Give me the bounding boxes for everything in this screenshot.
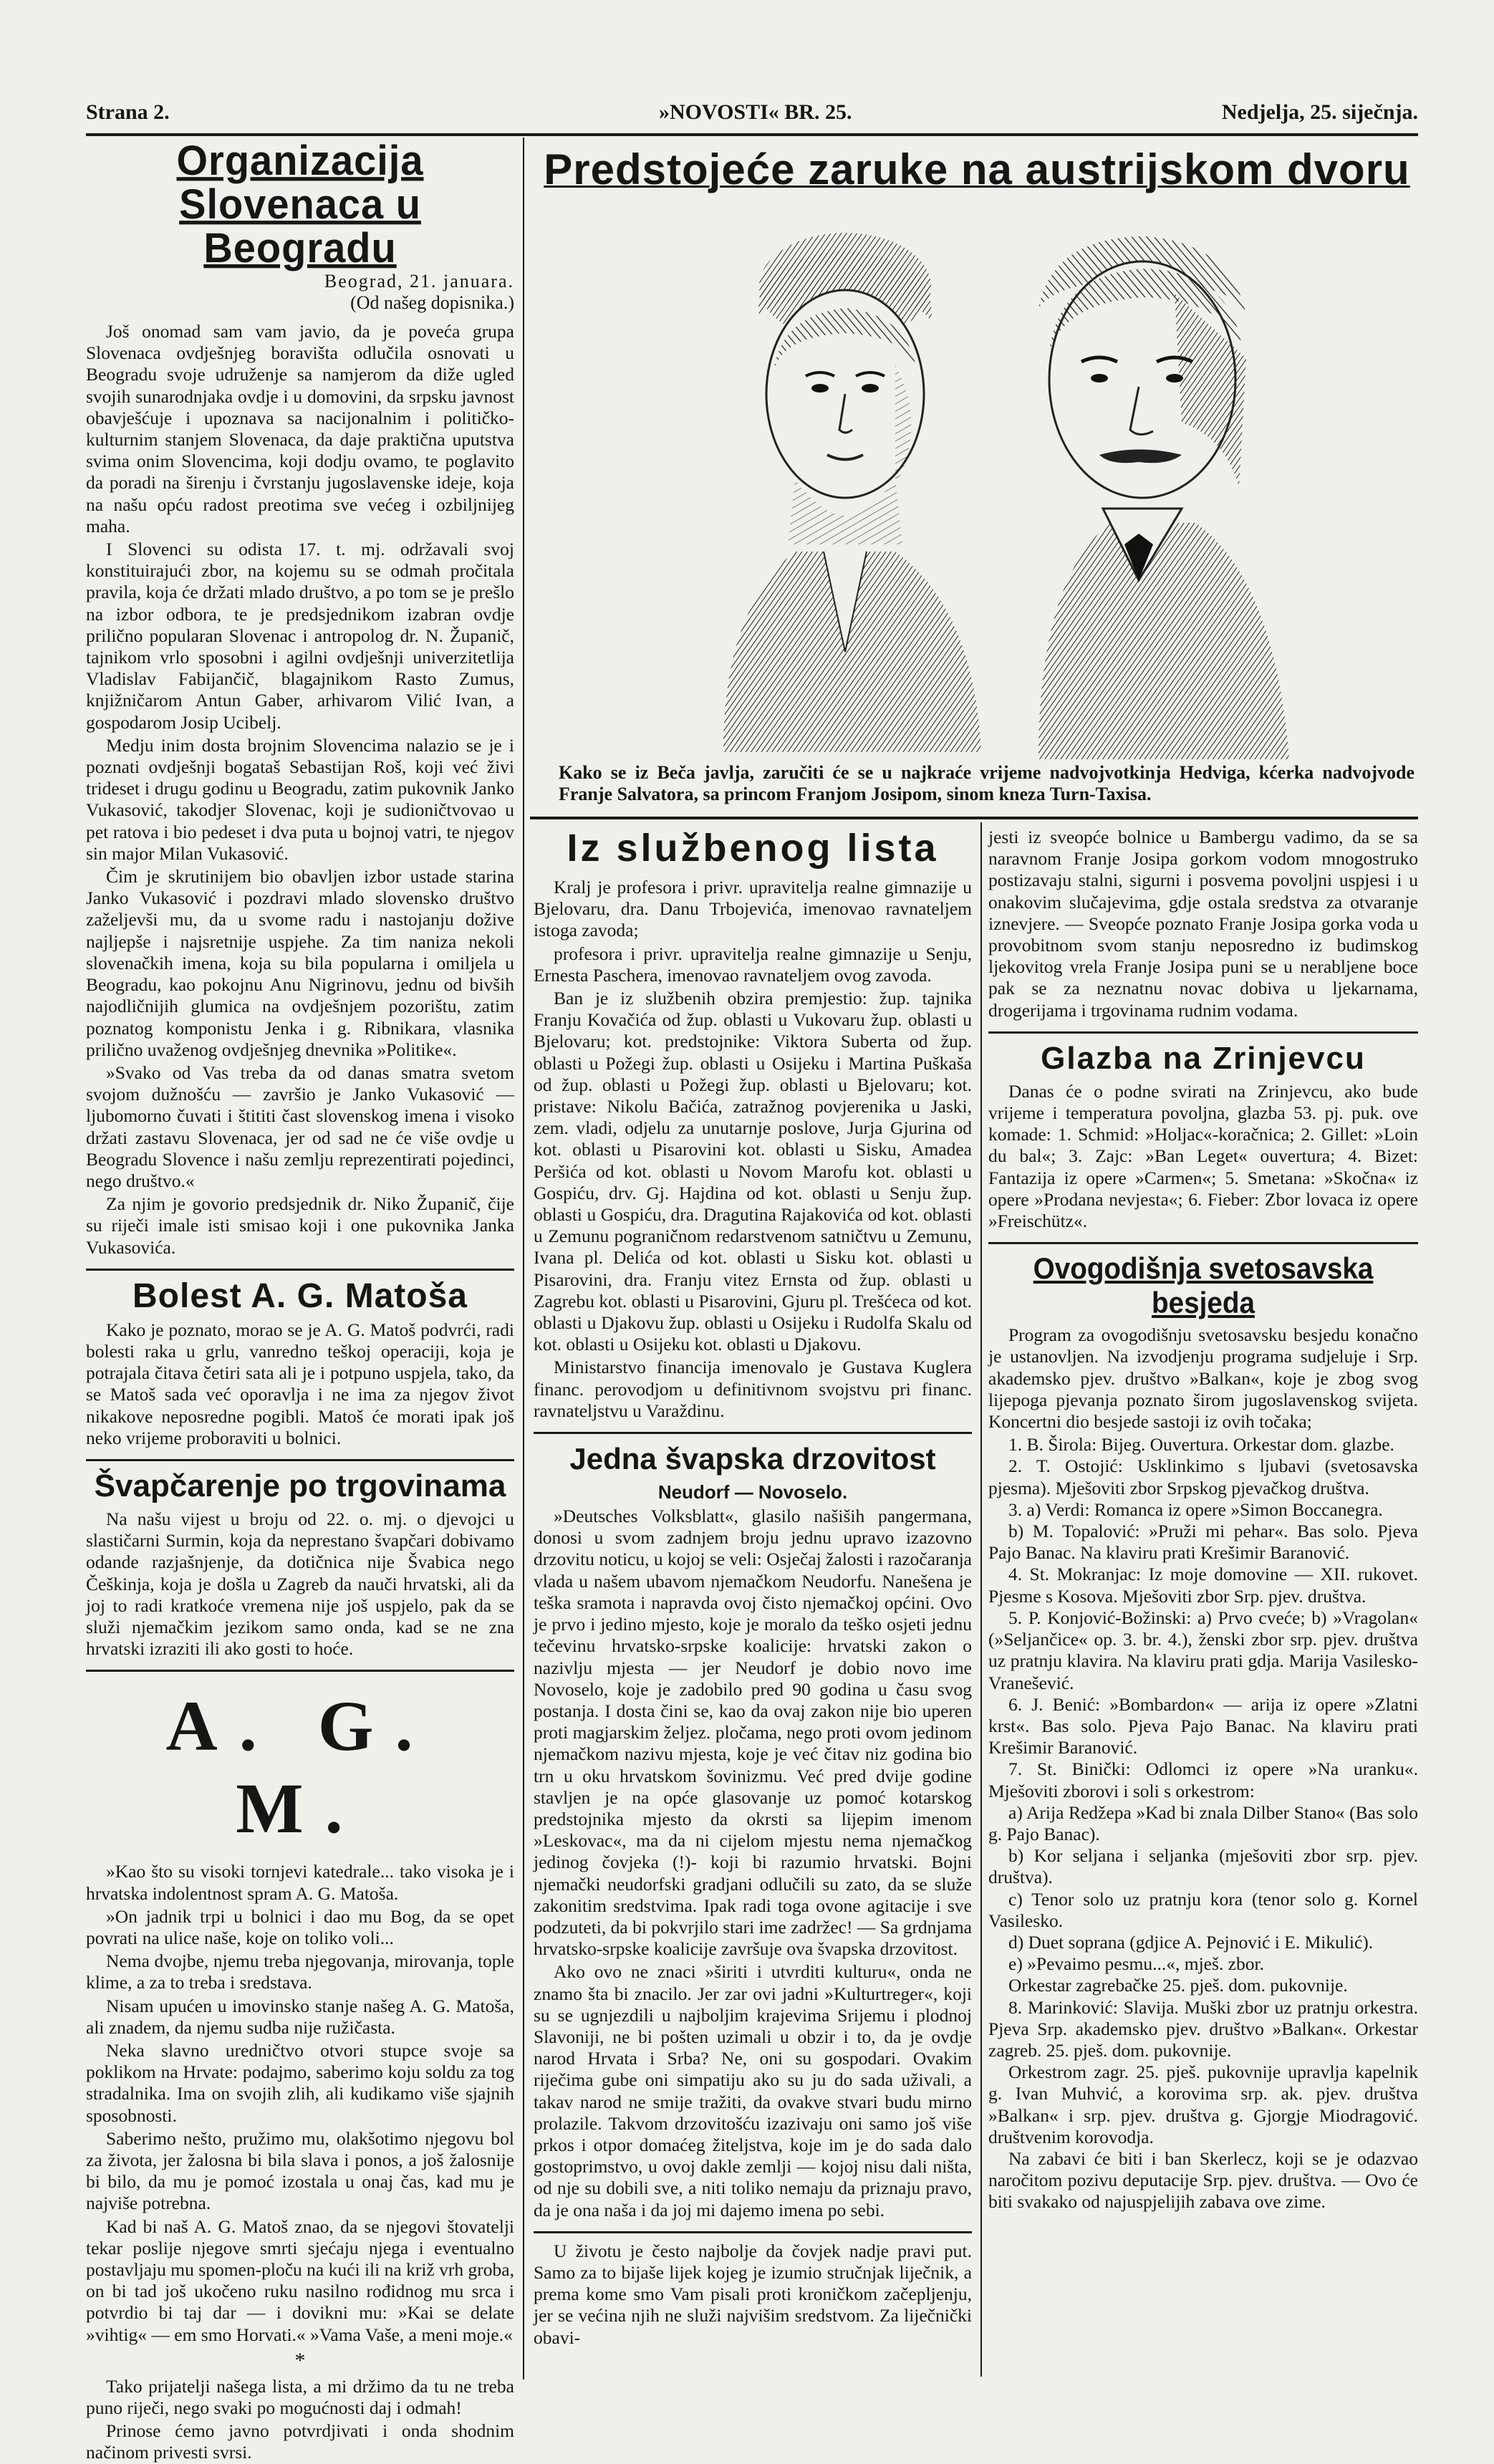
paragraph: Ako ovo ne znaci »širiti i utvrditi kulturu«, onda ne znamo šta bi znacilo. Jer zar ovi jadni »Kulturtreger«, koji su se ugnjezdili u najboljim krajevima Srijemu i plodnoj Slavoniji, ne bi pošten uzimali u obzir i to, da je ovdje narod Hrvata i Srba? Ne, oni su gospodari. Ovakim riječima gube oni simpatiju ako su ju do sada uživali, a takav narod ne smije tražiti, da ovakve stvari budu mirno prolazile. Takvom drzovitošću izazivaju oni samo još više prkos i otpor domaćeg žiteljstva, koje im je do sada dalo gostoprimstvo, u ovoj dakle zemlji — kojoj nisu dali ništa, od nje su dobili sve, a niti toliko nemaju da priznaju pravo, da je ona naša i da joj mi dajemo imena po sebi. <box>534 1961 972 2220</box>
program-item: 8. Marinković: Slavija. Muški zbor uz pratnju orkestra. Pjeva Srp. akademsko pjev. društvo »Balkan«. Orkestar zagreb. 25. pješ. dom. pukovnije. <box>988 1996 1418 2061</box>
paragraph: Na našu vijest u broju od 22. o. mj. o djevojci u slastičarni Surmin, koja da neprestano švapčari dobivamo odande razjašnjenje, da dotičnica nije Švabica nego Češkinja, koja je došla u Zagreb da nauči hrvatski, ali da joj to radi kratkoće vremena nije još uspjelo, pak da se služi njemačkim jezikom samo onda, kad se ne zna hrvatski izraziti ili ako gosti to hoće. <box>86 1508 514 1660</box>
program-item: Na zabavi će biti i ban Skerlecz, koji se je odazvao naročitom pozivu deputacije Srp. pjev. društva. — Ovo će biti svakako od najuspjelijih zabava ove zime. <box>988 2147 1418 2213</box>
dateline: Beograd, 21. januara. <box>324 271 514 292</box>
paragraph: profesora i privr. upravitelja realne gimnazije u Senju, Ernesta Paschera, imenovao ravnateljem ovog zavoda. <box>534 943 972 986</box>
paragraph: Medju inim dosta brojnim Slovencima nalazio se je i poznati ovdješnji bogataš Sebastijan Roš, koji već živi trideset i drugu godinu u Beogradu, zatim pukovnik Janko Vukasović, takodjer Slovenac, koji je sudioničtvovao u pet ratova i bio pedeset i dva puta u bojnoj vatri, te njegov sin major Milan Vukasović. <box>86 734 514 864</box>
column-divider-left <box>523 138 524 2379</box>
paragraph: Saberimo nešto, pružimo mu, olakšotimo njegovu bol za života, jer žalosna bi bila slava i ponos, a još žalosnije bi bilo, da mu je pomoć izostala u onaj čas, kad mu je najviše potrebna. <box>86 2127 514 2214</box>
paragraph: I Slovenci su odista 17. t. mj. održavali svoj konstituirajući zbor, na kojemu su se odmah pročitala pravila, koja će držati mlado društvo, a po tom se je prešlo na izbor odbora, te je predsjednikom izabran ovdje prilično popularan Slovenac i antropolog dr. N. Županič, tajnikom vrlo sposobni i agilni ovdješnji univerzitetlija Vladislav Fabijančič, blagajnikom Rasto Zumus, knjižničarom Antun Gaber, arhivarom Vilić Ivan, a gospodarom Josip Ucibelj. <box>86 539 514 733</box>
program-item: d) Duet soprana (gdjice A. Pejnović i E. Mikulić). <box>1008 1931 1374 1953</box>
program-item: e) »Pevaimo pesmu...«, mješ. zbor. <box>1008 1953 1264 1975</box>
article-title-glazba: Glazba na Zrinjevcu <box>1041 1040 1366 1076</box>
paragraph: »Deutsches Volksblatt«, glasilo našiših pangermana, donosi u svom zadnjem broju jednu upravo izazovno drzovitu noticu, u kojoj se veli: Osječaj žalosti i razočaranja vlada u našem ubavom njemačkom Neudorfu. Nanešena je teška sramota i napravda ovoj čisto njemačkoj općini. Ovo je prvo i jedino mjesto, koje je moralo da teško osjeti jednu tečevinu hrvatsko-srpske koalicije: hrvatski zakon o nazivlju mjesta — jer Neudorf je dobio novo ime Novoselo, koje je zadobilo pred 90 godina u času svog postanja. I dosta čini se, kao da ovaj zakon nije bio uperen proti magjarskim željez. pločama, nego proti ovom jedinom njemačkom nazivu mjesta, koje je već čitav niz godina bio trn u oku hrvatskom šovinizmu. Već pred dvije godine stavljen je na opće glasovanje uz pomoć kotarskog predstojnika mjesto da okrsti sa lijepim imenom »Leskovac«, ma da ni cijelom mjestu nema njemačkog jedinog čovjeka (!)- koji bi razumio hrvatski. Bojni njemački neudorfski gradjani odlučili su zato, da se služe zakonitim sredstvima. Ipak radi toga ovone agitacije i sve podzuteti, da bi pokvrjilo stari ime zadržec! — Sa grdnjama hrvatsko-srpske koalicije završuje ova švapska drzovitost. <box>534 1506 972 1960</box>
feature-bottom-rule <box>530 817 1418 819</box>
paragraph: »Svako od Vas treba da od danas smatra svetom svojom dužnošću — završio je Janko Vukasović — ljubomorno čuvati i štititi čast slovenskog imena i visoko držati zastavu Slovenaca, jer od sad ne će više ovdje u Beogradu Slovence i našu zemlju reprezentirati pojedinci, nego društvo.« <box>86 1062 514 1191</box>
paragraph: Prinose ćemo javno potvrdjivati i onda shodnim načinom privesti svrsi. <box>86 2420 514 2463</box>
article-separator <box>988 1031 1418 1034</box>
article-title-agm: A. G. M. <box>165 1686 435 1849</box>
article-separator <box>534 2231 972 2233</box>
man-portrait <box>1038 236 1289 759</box>
paragraph: Ban je iz službenih obzira premjestio: žup. tajnika Franju Kovačića od žup. oblasti u Vukovaru žup. oblasti u Bjelovaru; kot. predstojnike: Viktora Suberta od žup. oblasti u Požegi žup. oblasti u Osijeku i Martina Puškaša od žup. oblasti u Požegi žup. oblasti u Bjelovaru; kot. pristave: Nikolu Bačića, zatražnog povjerenika u Jaski, zem. vladi, odjelu za unutarnje poslove, Jurja Gjurina od kot. oblasti u Pisarovini kot. oblasti u Sisku, Amadea Peršića od kot. oblasti u Novom Marofu kot. oblasti u Gospiću, drv. Gj. Hajdina od kot. oblasti u Senju žup. oblasti u Gospiću, dra. Dragutina Rajakovića od kot. oblasti u Zemunu pograničnom redarstvenom satničtvu u Zemunu, Ivana pl. Delića od kot. oblasti u Sisku kot. oblasti u Pisarovini, dra. Franju vitez Ernsta od žup. oblasti u Zagrebu kot. oblasti u Pisarovini, Gjuru pl. Trešćeca od kot. oblasti u Djakovu žup. oblasti u Osijeku i Rudolfa Skalu od kot. oblasti u Osijeku kot. oblasti u Djakovu. <box>534 988 972 1355</box>
program-item: 2. T. Ostojić: Usklinkimo s ljubavi (svetosavska pjesma). Mješoviti zbor Srpskog pjevačkog društva. <box>988 1455 1418 1498</box>
paragraph: U životu je često najbolje da čovjek nadje pravi put. Samo za to bijaše lijek kojeg je izumio stručnjak liječnik, a prema kome smo Vam pisali proti kroničkom začepljenju, jer se većina njih ne služi najvišim sredstvom. Za liječnički obavi- <box>534 2240 972 2348</box>
paragraph: Kako je poznato, morao se je A. G. Matoš podvrći, radi bolesti raka u grlu, vanredno teškoj operaciji, koja je potrajala čitava četiri sata ali je i potpuno uspjela, tako, da se Matoš sada već oporavlja i ne ima za njegov život nikakove neposredne pogibli. Matoš će morati ipak još neko vrijeme proboraviti u bolnici. <box>86 1319 514 1448</box>
paragraph: Kad bi naš A. G. Matoš znao, da se njegovi štovatelji tekar poslije njegove smrti sjećaju njega i eventualno postavljaju mu spomen-ploču na kući ili na križ vrh groba, on bi tad još ukočeno ruku nasilno rođidnog mu srca i potvrdio bi taj dar — i dovikni mu: »Kai se delate »vihtig« — em smo Horvati.« »Vama Vaše, a meni moje.« <box>86 2215 514 2345</box>
program-item: a) Arija Redžepa »Kad bi znala Dilber Stano« (Bas solo g. Pajo Banac). <box>988 1801 1418 1844</box>
asterisk-divider: * <box>294 2348 306 2372</box>
column-2 <box>534 827 972 2381</box>
article-separator <box>534 1432 972 1434</box>
program-item: b) Kor seljana i seljanka (mješoviti zbor srp. pjev. društva). <box>988 1845 1418 1888</box>
paragraph: Program za ovogodišnju svetosavsku besjedu konačno je ustanovljen. Na izvodjenju programa sudjeluje i Srp. akademsko pjev. društvo »Balkan«, koje je zbog svog lijepoga pjevanja poznato širom jugoslavenskog svijeta. Koncertni dio besjede sastoji iz ovih točaka; <box>988 1324 1418 1433</box>
woman-portrait <box>723 233 981 752</box>
issue-date: Nedjelja, 25. siječnja. <box>1221 100 1418 124</box>
article-title-sluzbeni-list: Iz službenog lista <box>567 827 939 870</box>
page-number: Strana 2. <box>86 100 170 124</box>
article-separator <box>988 1242 1418 1244</box>
paragraph: jesti iz sveopće bolnice u Bambergu vadimo, da se sa naravnom Franje Josipa gorkom vodom mnogostruko postizavaju stalni, sigurni i posvema povoljni uspjesi i u onakovim slučajevima, gdje ostala sredstva za otvaranje iznevjere. — Sveopće poznato Franje Josipa gorka voda u provobitnom svom stanju neposredno iz budimskog ljekovitog vrela Franje Josipa puni se u nerabljene boce pak se za neznatnu novac dobiva u ljekarnama, drogerijama i trgovinama rudnim vodama. <box>988 827 1418 1021</box>
program-item: c) Tenor solo uz pratnju kora (tenor solo g. Kornel Vasilesko. <box>988 1888 1418 1931</box>
program-item: 6. J. Benić: »Bombardon« — arija iz opere »Zlatni krst«. Bas solo. Pjeva Pajo Banac. Na klaviru prati Krešimir Baranović. <box>988 1693 1418 1758</box>
program-item: 7. St. Binički: Odlomci iz opere »Na uranku«. Mješoviti zborovi i soli s orkestrom: <box>988 1758 1418 1801</box>
concert-program <box>988 1434 1418 2213</box>
article-title-drzovitost: Jedna švapska drzovitost <box>569 1442 936 1476</box>
paragraph: Čim je skrutinijem bio obavljen izbor ustade starina Janko Vukasović i pozdravi mlado slovensko društvo zaželjevši mu, da u svome radu i nastojanju dožive najljepše i najsretnije uspjehe. Za tim naniza nekoli slovenačkih imena, koja su bila popularna i omiljela u Beogradu, kao pokojnu Anu Nigrinovu, jednu od bivših najodličnijih glumica na ovdješnjem pozorištu, zatim poznatog komponistu Jenka i g. Ribnikara, vlasnika prilično uvaženog ovdješnjeg dnevnika »Politike«. <box>86 866 514 1060</box>
paragraph: Kralj je profesora i privr. upravitelja realne gimnazije u Bjelovaru, dra. Danu Trbojevića, imenovao ravnateljem istoga zavoda; <box>534 877 972 941</box>
program-item: 5. P. Konjović-Božinski: a) Prvo cveće; b) »Vragolan« (»Seljančice« op. 3. br. 4.), ženski zbor srp. pjev. društva uz pratnju klavira. Na klaviru prati gdja. Marija Vasilesko-Vranešević. <box>988 1607 1418 1693</box>
paragraph: Nisam upućen u imovinsko stanje našeg A. G. Matoša, ali znadem, da njemu sudba nije ružičasta. <box>86 1995 514 2038</box>
program-item: 3. a) Verdi: Romanca iz opere »Simon Boccanegra. <box>1008 1498 1383 1520</box>
column-3 <box>988 827 1418 2381</box>
paragraph: Tako prijatelji našega lista, a mi držimo da tu ne treba puno riječi, nego svaki po mogućnosti daj i odmah! <box>86 2375 514 2419</box>
article-separator <box>86 1670 514 1672</box>
article-title-svapcarenje: Švapčarenje po trgovinama <box>94 1468 506 1503</box>
paragraph: Ministarstvo financija imenovalo je Gustava Kuglera financ. perovodjom u definitivnom svojstvu pri financ. ravnateljstvu u Varaždinu. <box>534 1357 972 1421</box>
paragraph: Za njim je govorio predsjednik dr. Niko Županič, čije su riječi imale isti smisao koji i one pukovnika Janka Vukasovića. <box>86 1193 514 1258</box>
paragraph: Još onomad sam vam javio, da je poveća grupa Slovenaca ovdješnjeg boravišta odlučila osnovati u Beogradu svoje udruženje sa namjerom da diže ugled svojih sunarodnjaka ovdje i u domovini, da srpsku javnost obavješćuje i upoznava sa nacijonalnim i političko-kulturnim stanjem Slovenaca, da daje praktična uputstva svima onim Slovencima, koji dodju ovamo, te poglavito da poradi na širenju i čvrstanju jugoslavenske ideje, koja na našu opću radost preotima sve većeg i ozbiljnijeg maha. <box>86 321 514 536</box>
page-header <box>86 100 1418 135</box>
illustration-caption: Kako se iz Beča javlja, zaručiti će se u najkraće vrijeme nadvojvotkinja Hedviga, kćerka nadvojvode Franje Salvatora, sa princom Franjom Josipom, sinom kneza Turn-Taxisa. <box>559 762 1415 804</box>
article-subtitle-neudorf: Neudorf — Novoselo. <box>657 1481 848 1503</box>
paragraph: »On jadnik trpi u bolnici i dao mu Bog, da se opet povrati na ulice naše, koje on toliko voli... <box>86 1905 514 1948</box>
newspaper-name: »NOVOSTI« BR. 25. <box>659 100 852 124</box>
program-item: 1. B. Širola: Bijeg. Ouvertura. Orkestar dom. glazbe. <box>1008 1434 1394 1455</box>
article-separator <box>86 1269 514 1271</box>
program-item: b) M. Topalović: »Pruži mi pehar«. Bas solo. Pjeva Pajo Banac. Na klaviru prati Krešimir Baranović. <box>988 1521 1418 1564</box>
program-item: Orkestrom zagr. 25. pješ. pukovnije upravlja kapelnik g. Ivan Muhvić, a korovima srp. ak. pjev. društva »Balkan« i srp. pjev. društva g. Gjorgje Miodragović. društvenim korovodja. <box>988 2061 1418 2147</box>
header-rule <box>86 133 1418 136</box>
column-1 <box>86 136 514 2463</box>
article-title-organizacija: Organizacija Slovenaca u Beogradu <box>176 136 424 271</box>
feature-title: Predstojeće zaruke na austrijskom dvoru <box>544 145 1410 193</box>
feature-header <box>536 143 1418 201</box>
program-item: 4. St. Mokranjac: Iz moje domovine — XII. rukovet. Pjesme s Kosova. Mješoviti zbor Srp. pjev. društva. <box>988 1564 1418 1607</box>
article-separator <box>86 1459 514 1461</box>
program-item: Orkestar zagrebačke 25. pješ. dom. pukovnije. <box>1008 1975 1348 1996</box>
paragraph: »Kao što su visoki tornjevi katedrale... tako visoka je i hrvatska indolentnost spram A. G. Matoša. <box>86 1861 514 1904</box>
portrait-illustration <box>680 208 1296 759</box>
column-divider-right <box>980 822 982 2377</box>
paragraph: Neka slavno uredničtvo otvori stupce svoje sa poklikom na Hrvate: podajmo, saberimo koju soldu za tog stradalnika. Ima on svojih zlih, ali kudikamo više sjajnih sposobnosti. <box>86 2040 514 2126</box>
article-title-besjeda: Ovogodišnja svetosavska besjeda <box>1033 1251 1374 1320</box>
article-title-bolest: Bolest A. G. Matoša <box>132 1276 468 1315</box>
correspondent-note: (Od našeg dopisnika.) <box>350 292 514 313</box>
paragraph: Danas će o podne svirati na Zrinjevcu, ako bude vrijeme i temperatura povoljna, glazba 53. pj. puk. ove komade: 1. Schmid: »Holjac«-koračnica; 2. Gillet: »Loin du bal«; 3. Zajc: »Ban Leget« ouvertura; 4. Bizet: Fantazija iz opere »Carmen«; 5. Smetana: »Skočna« iz opere »Prodana nevjesta«; 6. Fieber: Zbor lovaca iz opere »Freischütz«. <box>988 1080 1418 1232</box>
paragraph: Nema dvojbe, njemu treba njegovanja, mirovanja, tople klime, a za to treba i sredstava. <box>86 1950 514 1993</box>
